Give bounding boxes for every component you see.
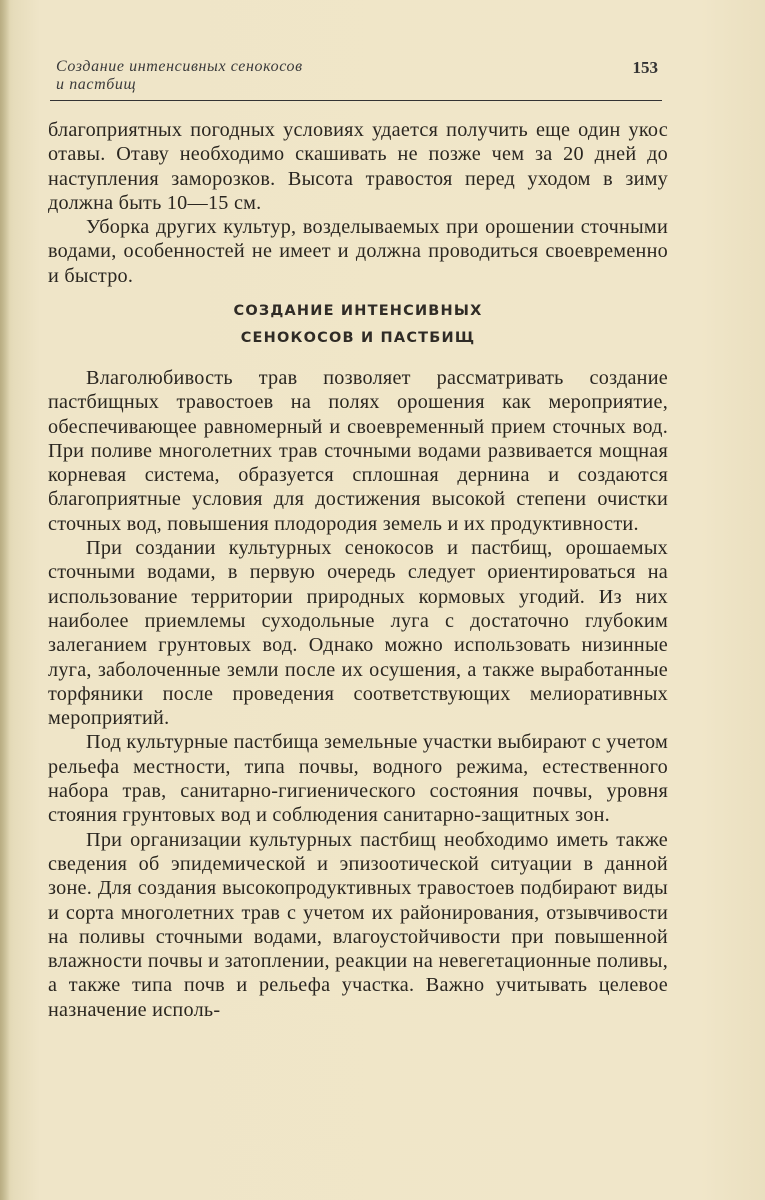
header-rule — [50, 100, 662, 101]
running-head-title-line-1: Создание интенсивных сенокосов — [56, 58, 303, 75]
section-heading-line-2: СЕНОКОСОВ И ПАСТБИЩ — [240, 330, 476, 346]
paragraph: благоприятных погодных условиях удается получить еще один укос отавы. Отаву необходимо скашивать не позже чем за 20 дней до наступления заморозков. Высота травостоя перед уходом в зиму должна быть 10—15 см. — [48, 119, 668, 214]
paragraph: При создании культурных сенокосов и пастбищ, орошаемых сточными водами, в первую очередь следует ориентироваться на использование территории природных кормовых угодий. Из них наиболее приемлемы суходольные луга с достаточно глубоким залеганием грунтовых вод. Однако можно использовать низинные луга, заболоченные земли после их осушения, а также выработанные торфяники после проведения соответствующих мелиоративных мероприятий. — [48, 537, 668, 730]
paragraph: Уборка других культур, возделываемых при орошении сточными водами, особенностей не имеет и должна проводиться своевременно и быстро. — [48, 216, 668, 287]
running-head-title — [56, 58, 416, 94]
paragraph: Под культурные пастбища земельные участки выбирают с учетом рельефа местности, типа почвы, водного режима, естественного набора трав, санитарно-гигиенического состояния почвы, уровня стояния грунтовых вод и соблюдения санитарно-защитных зон. — [48, 731, 668, 827]
running-head — [56, 58, 666, 98]
main-text-block — [48, 366, 668, 1022]
spine-shadow — [0, 0, 10, 1200]
running-head-title-line-2: и пастбищ — [56, 76, 137, 93]
paragraph: Влаголюбивость трав позволяет рассматривать создание пастбищных травостоев на полях орошения как мероприятие, обеспечивающее равномерный и своевременный прием сточных вод. При поливе многолетних трав сточными водами развивается мощная корневая система, образуется сплошная дернина и создаются благоприятные условия для достижения высокой степени очистки сточных вод, повышения плодородия земель и их продуктивности. — [48, 367, 668, 535]
page-number: 153 — [632, 58, 658, 77]
paragraph: При организации культурных пастбищ необходимо иметь также сведения об эпидемической и эпизоотической ситуации в данной зоне. Для создания высокопродуктивных травостоев подбирают виды и сорта многолетних трав с учетом их районирования, отзывчивости на поливы сточными водами, влагоустойчивости при повышенной влажности почвы и затоплении, реакции на невегетационные поливы, а также типа почв и рельефа участка. Важно учитывать целевое назначение исполь- — [48, 828, 668, 1021]
section-heading-line-1: СОЗДАНИЕ ИНТЕНСИВНЫХ — [233, 303, 483, 319]
top-text-block — [48, 118, 668, 288]
